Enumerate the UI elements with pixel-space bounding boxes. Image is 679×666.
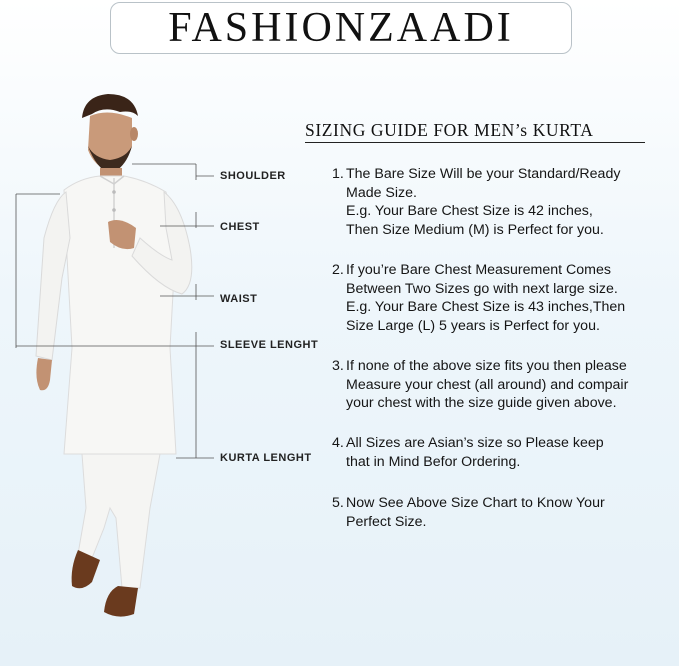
- instruction-1: [332, 165, 672, 239]
- instruction-line: Perfect Size.: [346, 513, 427, 530]
- guide-title: SIZING GUIDE FOR MEN’s KURTA: [305, 120, 645, 143]
- label-kurta-length: KURTA LENGHT: [220, 452, 312, 464]
- instruction-line: If you’re Bare Chest Measurement Comes: [346, 262, 611, 278]
- instruction-line: E.g. Your Bare Chest Size is 43 inches,Then: [346, 299, 626, 315]
- label-chest: CHEST: [220, 221, 260, 233]
- instruction-number: 3.: [332, 358, 344, 374]
- instruction-2: [332, 261, 672, 335]
- instruction-line: Size Large (L) 5 years is Perfect for you.: [346, 317, 600, 334]
- instruction-line: All Sizes are Asian’s size so Please keep: [346, 435, 604, 451]
- label-waist: WAIST: [220, 293, 258, 305]
- model-illustration: [0, 88, 230, 628]
- instruction-5: [332, 494, 672, 531]
- label-shoulder: SHOULDER: [220, 170, 286, 182]
- brand-logo-box: [110, 2, 572, 54]
- instruction-line: that in Mind Befor Ordering.: [346, 453, 521, 470]
- brand-name: FASHIONZAADI: [168, 5, 514, 51]
- instruction-number: 4.: [332, 435, 344, 451]
- instruction-4: [332, 434, 672, 471]
- instruction-line: E.g. Your Bare Chest Size is 42 inches,: [346, 203, 593, 219]
- instruction-line: Now See Above Size Chart to Know Your: [346, 495, 605, 511]
- instruction-line: Made Size.: [346, 184, 417, 201]
- label-sleeve-length: SLEEVE LENGHT: [220, 339, 319, 351]
- instruction-3: [332, 357, 672, 413]
- instruction-number: 5.: [332, 495, 344, 511]
- instruction-line: The Bare Size Will be your Standard/Ready: [346, 166, 621, 182]
- instruction-line: If none of the above size fits you then please: [346, 358, 627, 374]
- instruction-line: Measure your chest (all around) and compair: [346, 376, 629, 393]
- instruction-line: Between Two Sizes go with next large size.: [346, 280, 618, 297]
- instruction-line: your chest with the size guide given above.: [346, 395, 617, 411]
- instruction-line: Then Size Medium (M) is Perfect for you.: [346, 221, 604, 238]
- instruction-number: 2.: [332, 262, 344, 278]
- instruction-number: 1.: [332, 166, 344, 182]
